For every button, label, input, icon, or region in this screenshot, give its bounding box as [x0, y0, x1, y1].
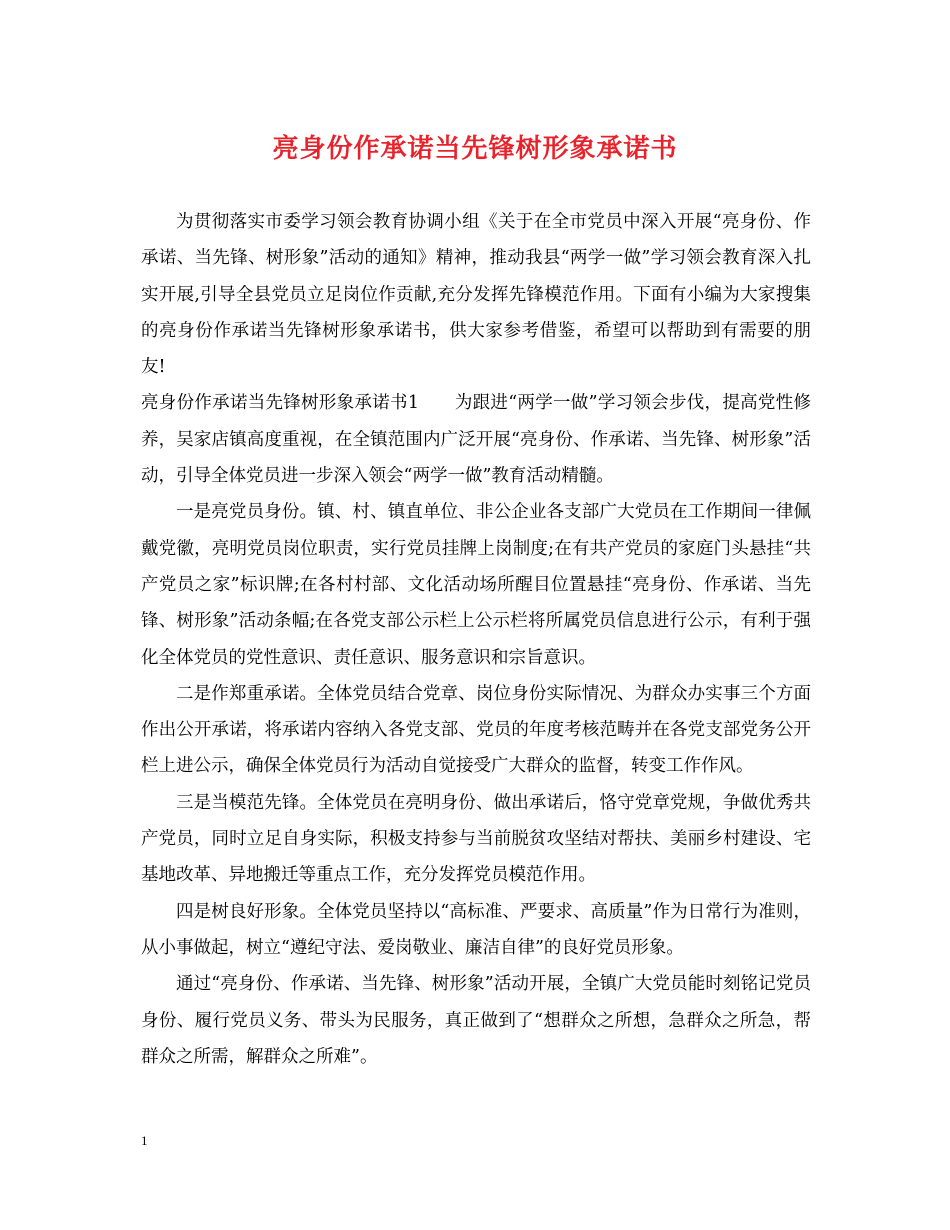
conclusion-paragraph: 通过“亮身份、作承诺、当先锋、树形象”活动开展，全镇广大党员能时刻铭记党员身份、履行党员义务、带头为民服务，真正做到了“想群众之所想，急群众之所急，帮群众之所需，解群众之所难”。: [141, 974, 811, 1067]
document-body: [141, 204, 811, 1075]
section-heading-paragraph: 亮身份作承诺当先锋树形象承诺书1 为跟进“两学一做”学习领会步伐，提高党性修养，吴家店镇高度重视，在全镇范围内广泛开展“亮身份、作承诺、当先锋、树形象”活动，引导全体党员进一步深入领会“两学一做”教育活动精髓。: [141, 393, 811, 487]
point-one-paragraph: 一是亮党员身份。镇、村、镇直单位、非公企业各支部广大党员在工作期间一律佩戴党徽，亮明党员岗位职责，实行党员挂牌上岗制度;在有共产党员的家庭门头悬挂“共产党员之家”标识牌;在各村村部、文化活动场所醒目位置悬挂“亮身份、作承诺、当先锋、树形象”活动条幅;在各党支部公示栏上公示栏将所属党员信息进行公示，有利于强化全体党员的党性意识、责任意识、服务意识和宗旨意识。: [141, 502, 811, 668]
point-three-paragraph: 三是当模范先锋。全体党员在亮明身份、做出承诺后，恪守党章党规，争做优秀共产党员，同时立足自身实际，积极支持参与当前脱贫攻坚结对帮扶、美丽乡村建设、宅基地改革、异地搬迁等重点工作，充分发挥党员模范作用。: [141, 792, 811, 886]
intro-paragraph: 为贯彻落实市委学习领会教育协调小组《关于在全市党员中深入开展“亮身份、作承诺、当先锋、树形象”活动的通知》精神，推动我县“两学一做”学习领会教育深入扎实开展,引导全县党员立足岗位作贡献,充分发挥先锋模范作用。下面有小编为大家搜集的亮身份作承诺当先锋树形象承诺书，供大家参考借鉴，希望可以帮助到有需要的朋友!: [141, 212, 811, 378]
page-number: 1: [141, 1133, 148, 1148]
point-four-paragraph: 四是树良好形象。全体党员坚持以“高标准、严要求、高质量”作为日常行为准则，从小事做起，树立“遵纪守法、爱岗敬业、廉洁自律”的良好党员形象。: [141, 901, 811, 958]
point-two-paragraph: 二是作郑重承诺。全体党员结合党章、岗位身份实际情况、为群众办实事三个方面作出公开承诺，将承诺内容纳入各党支部、党员的年度考核范畴并在各党支部党务公开栏上进公示，确保全体党员行为活动自觉接受广大群众的监督，转变工作作风。: [141, 683, 811, 777]
document-title: 亮身份作承诺当先锋树形象承诺书: [272, 134, 678, 164]
